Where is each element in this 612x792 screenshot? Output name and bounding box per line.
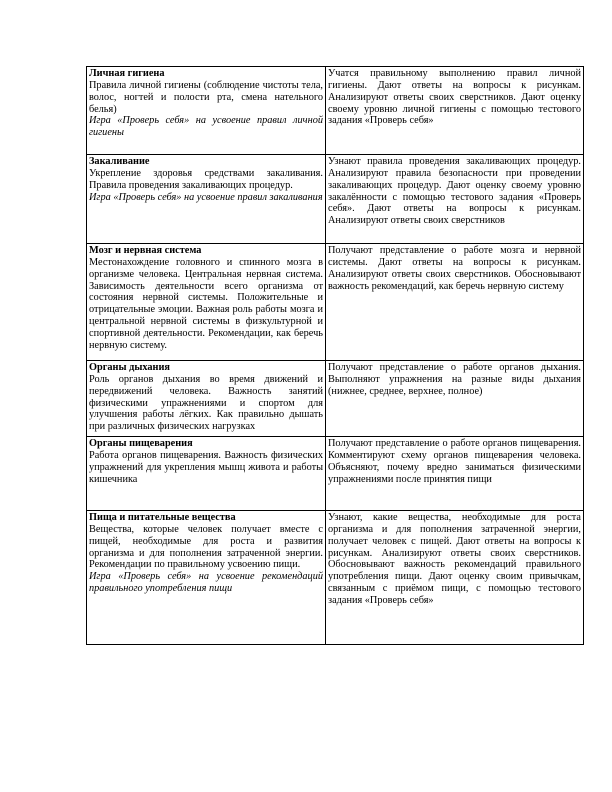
activity-cell: Узнают правила проведения закаливающих процедур. Анализируют правила безопасности при проведении закаливающих процедур. Дают оценку своему уровню закалённости с помощью тестового задания «Проверь себя». Дают ответы на вопросы к рисункам. Анализируют ответы своих сверстников [326,155,584,244]
topic-cell [87,244,326,361]
topic-cell [87,155,326,244]
topic-game: Игра «Проверь себя» на усвоение правил личной гигиены [89,115,323,139]
table-row [87,155,584,244]
topic-cell [87,511,326,645]
table-row [87,67,584,155]
table-row [87,361,584,437]
topic-cell [87,361,326,437]
table-row [87,511,584,645]
activity-cell: Узнают, какие вещества, необходимые для роста организма и для пополнения затраченной энергии, получает человек с пищей. Дают ответы на вопросы к рисункам. Анализируют ответы своих сверстников. Обосновывают важность рекомендаций правильного употребления пищи. Дают оценку своим привычкам, связанным с приёмом пищи, с помощью тестового задания «Проверь себя» [326,511,584,645]
table-row [87,244,584,361]
topic-title: Органы пищеварения [89,438,193,449]
activity-cell: Получают представление о работе мозга и нервной системы. Дают ответы на вопросы к рисункам. Анализируют ответы своих сверстников. Обосновывают важность рекомендаций, как беречь нервную систему [326,244,584,361]
topic-title: Личная гигиена [89,68,165,79]
lesson-plan-table [86,66,584,645]
topic-cell [87,67,326,155]
topic-content: Вещества, которые человек получает вместе с пищей, необходимые для роста и развития организма и для пополнения затраченной энергии. Рекомендации по правильному усвоению пищи. [89,523,323,571]
topic-content: Правила личной гигиены (соблюдение чистоты тела, волос, ногтей и полости рта, смена нательного белья) [89,79,323,115]
table-row [87,437,584,511]
topic-game: Игра «Проверь себя» на усвоение рекомендаций правильного употребления пищи [89,571,323,595]
activity-cell: Учатся правильному выполнению правил личной гигиены. Дают ответы на вопросы к рисункам. Анализируют ответы своих сверстников. Дают оценку своему уровню личной гигиены с помощью тестового задания «Проверь себя» [326,67,584,155]
topic-content: Роль органов дыхания во время движений и передвижений человека. Важность занятий физическими упражнениями и спортом для улучшения работы лёгких. Как правильно дышать при различных физических нагрузках [89,373,323,433]
topic-content: Укрепление здоровья средствами закаливания. Правила проведения закаливающих процедур. [89,167,323,191]
topic-title: Органы дыхания [89,362,170,373]
topic-content: Работа органов пищеварения. Важность физических упражнений для укрепления мышц живота и работы кишечника [89,449,323,485]
topic-title: Пища и питательные вещества [89,512,236,523]
activity-cell: Получают представление о работе органов дыхания. Выполняют упражнения на разные виды дыхания (нижнее, среднее, верхнее, полное) [326,361,584,437]
topic-title: Мозг и нервная система [89,245,202,256]
topic-game: Игра «Проверь себя» на усвоение правил закаливания [89,191,323,203]
topic-title: Закаливание [89,156,150,167]
topic-cell [87,437,326,511]
activity-cell: Получают представление о работе органов пищеварения. Комментируют схему органов пищеварения человека. Объясняют, почему вредно заниматься физическими упражнениями после принятия пищи [326,437,584,511]
topic-content: Местонахождение головного и спинного мозга в организме человека. Центральная нервная система. Зависимость деятельности всего организма от состояния нервной системы. Положительные и отрицательные эмоции. Важная роль работы мозга и центральной нервной системы в физкультурной и спортивной деятельности. Рекомендации, как беречь нервную систему. [89,256,323,351]
